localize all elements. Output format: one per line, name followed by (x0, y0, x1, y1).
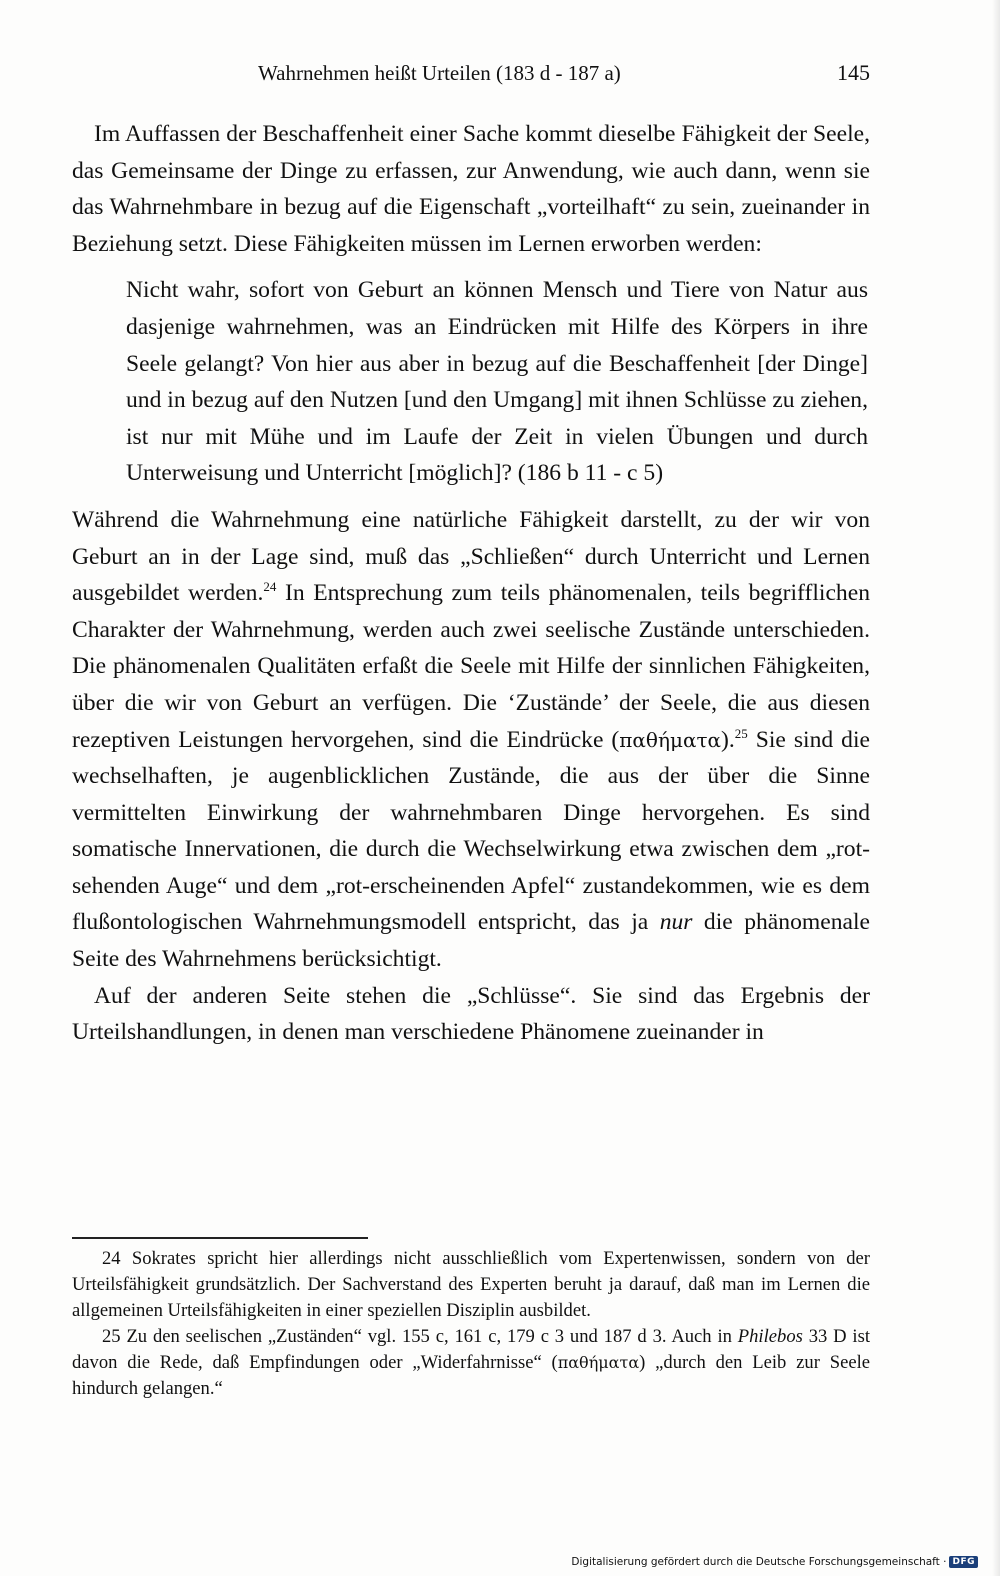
digitization-text: Digitalisierung gefördert durch die Deutsche Forschungsgemeinschaft · (571, 1556, 947, 1568)
emphasis-nur: nur (659, 909, 693, 936)
footnote-divider (72, 1237, 368, 1239)
footnote-ref-25: 25 (734, 725, 748, 741)
footnote-25-greek: παθήματα (557, 1353, 640, 1372)
digitization-credit (571, 1556, 978, 1568)
dfg-logo: DFG (949, 1556, 978, 1568)
footnote-24: 24 Sokrates spricht hier allerdings nicht ausschließlich vom Expertenwissen, sondern von der Urteilsfähigkeit grundsätzlich. Der Sachverstand des Experten beruht ja darauf, daß man im Lernen die allgemeinen Urteilsfähigkeiten in einer speziellen Disziplin ausbildet. (72, 1248, 870, 1321)
paragraph-2-part-d: Sie sind die wechselhaften, je augenblicklichen Zustände, die aus der über die Sinne vermittelten Einwirkung der wahrnehmbaren Dinge hervorgehen. Es sind somatische Innervationen, die durch die Wechselwirkung etwa zwischen dem „rot-sehenden Auge“ und dem „rot-erscheinenden Apfel“ zustandekommen, wie es dem flußontologischen Wahrnehmungsmodell entspricht, das ja (72, 726, 870, 936)
paragraph-2-part-e: die phänomenale Seite des Wahrnehmens berücksichtigt. (72, 909, 870, 973)
paragraph-2-part-c: ). (721, 726, 735, 753)
paragraph-2-part-a: Während die Wahrnehmung eine natürliche Fähigkeit darstellt, zu der wir von Geburt an in der Lage sind, muß das „Schließen“ durch Unterricht und Lernen ausgebildet werden. (72, 506, 870, 607)
paragraph-2-part-b: In Entsprechung zum teils phänomenalen, teils begrifflichen Charakter der Wahrnehmung, werden auch zwei seelische Zustände unterschieden. Die phänomenalen Qualitäten erfaßt die Seele mit Hilfe der sinnlichen Fähigkeiten, über die wir von Geburt an verfügen. Die ‘Zustände’ der Seele, die aus diesen rezeptiven Leistungen hervorgehen, sind die Eindrücke ( (72, 580, 870, 753)
page-number: 145 (837, 60, 870, 85)
running-title: Wahrnehmen heißt Urteilen (183 d - 187 a) (258, 61, 621, 85)
footnotes (72, 1246, 870, 1402)
footnote-25-part-b: 33 D ist davon die Rede, daß Empfindungen oder „Widerfahrnisse“ ( (72, 1326, 870, 1373)
main-text (72, 116, 870, 1051)
scan-edge-shadow (992, 0, 1000, 1576)
footnote-25-part-a: 25 Zu den seelischen „Zuständen“ vgl. 155 c, 161 c, 179 c 3 und 187 d 3. Auch in (102, 1326, 738, 1347)
block-quote: Nicht wahr, sofort von Geburt an können Mensch und Tiere von Natur aus dasjenige wahrnehmen, was an Eindrücken mit Hilfe des Körpers in ihre Seele gelangt? Von hier aus aber in bezug auf die Beschaffenheit [der Dinge] und in bezug auf den Nutzen [und den Umgang] mit ihnen Schlüsse zu ziehen, ist nur mit Mühe und im Laufe der Zeit in vielen Übungen und durch Unterweisung und Unterricht [möglich]? (186 b 11 - c 5) (126, 277, 868, 487)
greek-term: παθήματα (619, 727, 722, 752)
paragraph-2 (72, 502, 870, 978)
footnote-25-title: Philebos (737, 1326, 803, 1347)
paragraph-1: Im Auffassen der Beschaffenheit einer Sache kommt dieselbe Fähigkeit der Seele, das Gemeinsame der Dinge zu erfassen, zur Anwendung, wie auch dann, wenn sie das Wahrnehmbare in bezug auf die Eigenschaft „vorteilhaft“ zu sein, zueinander in Beziehung setzt. Diese Fähigkeiten müssen im Lernen erworben werden: (72, 121, 870, 257)
footnote-ref-24: 24 (263, 579, 277, 595)
paragraph-3: Auf der anderen Seite stehen die „Schlüsse“. Sie sind das Ergebnis der Urteilshandlungen, in denen man verschiedene Phänomene zueinander in (72, 982, 870, 1046)
footnote-25 (72, 1324, 870, 1402)
footnote-25-part-c: ) „durch den Leib zur Seele hindurch gelangen.“ (72, 1352, 870, 1399)
